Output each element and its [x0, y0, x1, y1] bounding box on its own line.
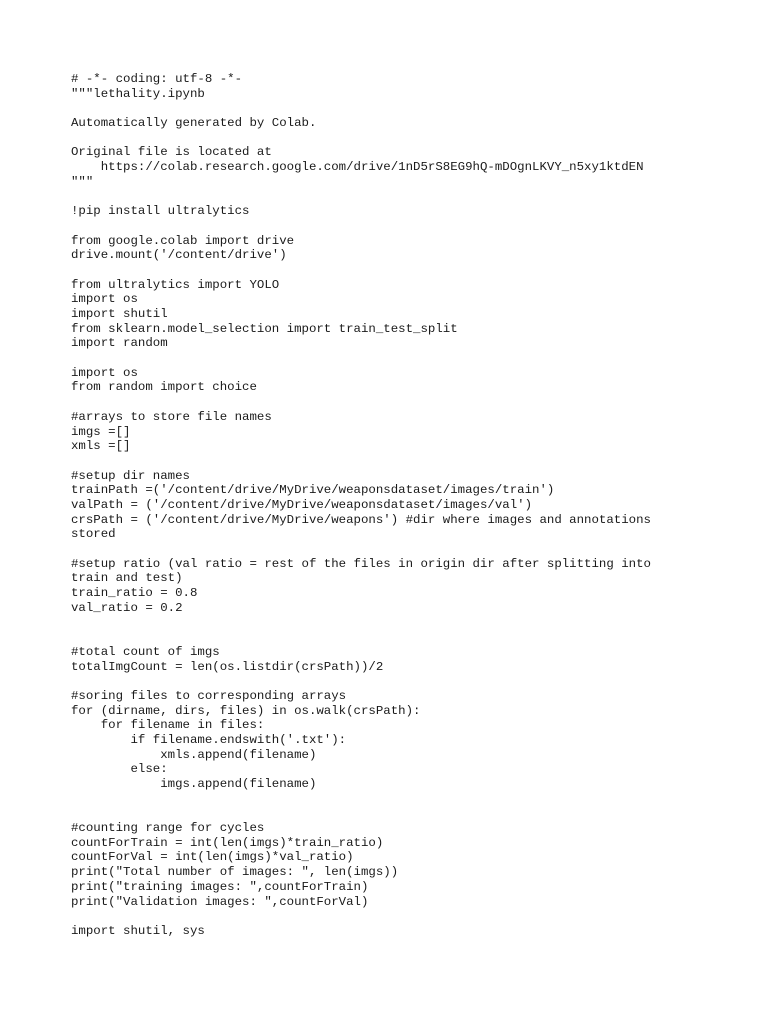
- code-line: xmls =[]: [71, 439, 131, 454]
- code-line: val_ratio = 0.2: [71, 600, 183, 615]
- code-line: for filename in files:: [71, 718, 265, 733]
- code-line: # -*- coding: utf-8 -*-: [71, 72, 243, 86]
- code-line: import random: [71, 336, 168, 351]
- code-line: countForTrain = int(len(imgs)*train_ratio): [71, 835, 384, 850]
- code-line: print("Validation images: ",countForVal): [71, 894, 369, 909]
- code-line: [71, 909, 731, 924]
- code-line: #counting range for cycles: [71, 821, 265, 836]
- code-line: train_ratio = 0.8: [71, 586, 198, 601]
- code-line: import os: [71, 292, 138, 307]
- code-line: [71, 615, 731, 630]
- code-line: !pip install ultralytics: [71, 204, 250, 219]
- code-line: [71, 101, 731, 116]
- code-line: stored: [71, 527, 116, 542]
- code-line: """lethality.ipynb: [71, 86, 205, 101]
- code-line: [71, 630, 731, 645]
- code-line: Original file is located at: [71, 145, 272, 160]
- code-line: [71, 806, 731, 821]
- code-line: valPath = ('/content/drive/MyDrive/weaponsdataset/images/val'): [71, 497, 533, 512]
- code-line: [71, 351, 731, 366]
- code-line: import shutil, sys: [71, 923, 205, 938]
- code-line: from ultralytics import YOLO: [71, 277, 280, 292]
- code-line: [71, 542, 731, 557]
- code-line: #total count of imgs: [71, 644, 220, 659]
- code-line: [71, 190, 731, 205]
- code-line: [71, 792, 731, 807]
- code-line: [71, 395, 731, 410]
- code-line: from google.colab import drive: [71, 233, 295, 248]
- code-line: totalImgCount = len(os.listdir(crsPath))/2: [71, 659, 384, 674]
- code-line: #setup ratio (val ratio = rest of the files in origin dir after splitting into: [71, 556, 651, 571]
- code-line: """: [71, 174, 94, 189]
- code-line: [71, 454, 731, 469]
- code-line: [71, 131, 731, 146]
- code-line: imgs =[]: [71, 424, 131, 439]
- code-line: train and test): [71, 571, 183, 586]
- code-line: print("Total number of images: ", len(imgs)): [71, 865, 399, 880]
- code-line: xmls.append(filename): [71, 747, 317, 762]
- code-line: drive.mount('/content/drive'): [71, 248, 287, 263]
- code-line: Automatically generated by Colab.: [71, 116, 317, 131]
- code-line: [71, 219, 731, 234]
- code-line: trainPath =('/content/drive/MyDrive/weaponsdataset/images/train'): [71, 483, 555, 498]
- code-line: import os: [71, 365, 138, 380]
- code-line: https://colab.research.google.com/drive/1nD5rS8EG9hQ-mDOgnLKVY_n5xy1ktdEN: [71, 160, 644, 175]
- code-line: from random import choice: [71, 380, 257, 395]
- code-line: #setup dir names: [71, 468, 190, 483]
- code-line: else:: [71, 762, 168, 777]
- code-line: [71, 263, 731, 278]
- code-line: #arrays to store file names: [71, 409, 272, 424]
- code-line: for (dirname, dirs, files) in os.walk(crsPath):: [71, 703, 421, 718]
- code-line: [71, 674, 731, 689]
- code-line: crsPath = ('/content/drive/MyDrive/weapons') #dir where images and annotations: [71, 512, 651, 527]
- code-line: #soring files to corresponding arrays: [71, 688, 347, 703]
- code-line: from sklearn.model_selection import train_test_split: [71, 321, 458, 336]
- code-line: print("training images: ",countForTrain): [71, 879, 369, 894]
- code-line: imgs.append(filename): [71, 777, 317, 791]
- code-listing: [71, 72, 731, 939]
- code-line: import shutil: [71, 307, 168, 321]
- code-line: countForVal = int(len(imgs)*val_ratio): [71, 850, 354, 865]
- code-line: if filename.endswith('.txt'):: [71, 732, 347, 747]
